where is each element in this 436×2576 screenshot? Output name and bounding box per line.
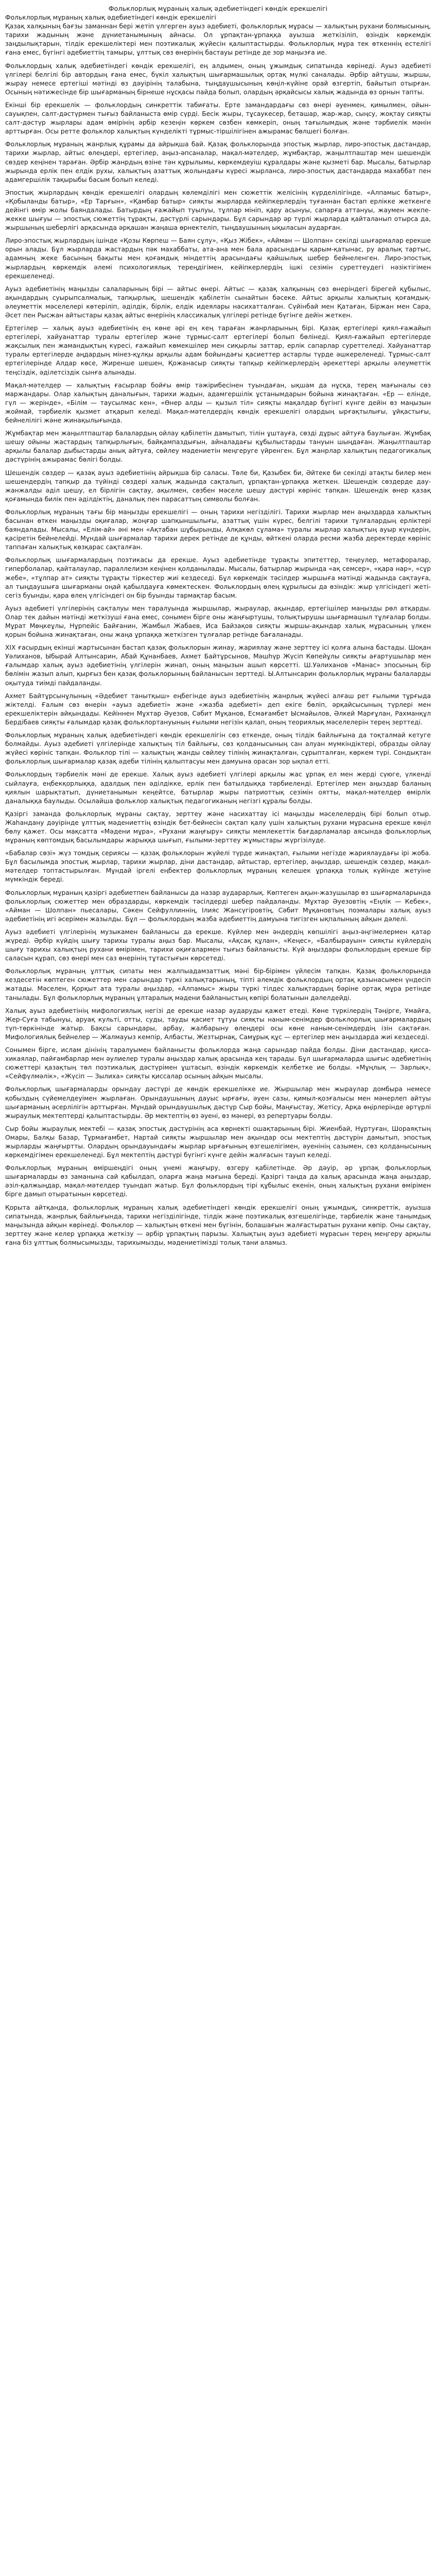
paragraph: Фольклорлық мұраның қазіргі әдебиетпен байланысы да назар аударарлық. Көптеген ақын-жазушылар өз шығармаларында фольклорлық сюжеттер мен образдарды, көркемдік тәсілдерді шебер пайдаланды. Мұхтар Әуезовтің «Еңлік — Кебек», «Айман — Шолпан» пьесалары, Сәкен Сейфуллиннің, Ілияс Жансүгіровтің, Сәбит Мұқановтың поэмалары халық ауыз әдебиетінің игі әсерімен жазылды. Бұл — фольклордың жазба әдебиеттің дамуына тигізген ықпалының айқын дәлелі. [5, 889, 431, 923]
paragraph: Ауыз әдебиеті үлгілерінің музыкамен байланысы да ерекше. Күйлер мен әндердің көпшілігі аңыз-әңгімелермен қатар жүреді. Әрбір күйдің шығу тарихы туралы аңыз бар. Мысалы, «Ақсақ құлан», «Кеңес», «Балбырауын» сияқты күйлердің шығу тарихы халықтың рухани өмірімен, тарихи оқиғалармен тығыз байланысты. Күй аңыздары фольклордың ерекше бір саласын құрап, сөз өнері мен саз өнерінің тұтастығын көрсетеді. [5, 928, 431, 962]
paragraph: Қазақ халқының бағзы заманнан бері жетіп үлгерген ауыз әдебиеті, фольклорлық мұрасы — халықтың рухани болмысының, тарихи жадының және дүниетанымының айнасы. Ол ұрпақтан-ұрпаққа ауызша жеткізіліп, өзіндік көркемдік заңдылықтарын, тілдік ерекшеліктері мен поэтикалық жүйесін қалыптастырды. Фольклорлық мұра тек өткеннің естелігі ғана емес, бүгінгі әдебиеттің тамыры, ұлттық сөз өнерінің бастауы ретінде де зор маңызға ие. [5, 23, 431, 57]
paragraph: Фольклордың халық әдебиетіндегі көндік ерекшелігі, ең алдымен, оның ұжымдық сипатында көрінеді. Ауыз әдебиеті үлгілері белгілі бір автордың ғана емес, бүкіл халықтың шығармашылық ортақ мүлкі саналады. Әрбір айтушы, жыршы, жырау немесе ертегіші мәтінді өз дәуірінің талабына, тыңдаушысының көңіл-күйіне орай өзгертіп, байытып отырған. Осының нәтижесінде бір шығарманың бірнеше нұсқасы пайда болып, олардың әрқайсысы халық жадында өз орнын тапты. [5, 62, 431, 96]
document-subtitle: Фольклорлық мұраның халық әдебиетіндегі көндік ерекшелігі [5, 13, 216, 21]
paragraph: Екінші бір ерекшелік — фольклордың синкреттік табиғаты. Ерте замандардағы сөз өнері әуенмен, қимылмен, ойын-сауықпен, салт-дәстүрмен тығыз байланыста өмір сүрді. Бесік жыры, тұсаукесер, беташар, жар-жар, сыңсу, жоқтау сияқты салт-дәстүр жырлары адам өмірінің әрбір кезеңін көркем сөзбен көмкеріп, оның тағылымдық және тәрбиелік мәнін арттырған. Осы ретте фольклор халықтың күнделікті тұрмыс-тіршілігінен ажырамас бөлшегі болған. [5, 101, 431, 135]
paragraph: Жұмбақтар мен жаңылтпаштар балалардың ойлау қабілетін дамытып, тілін ұштауға, сөзді дұрыс айтуға баулыған. Жұмбақ шешу ойыны жастардың тапқырлығын, байқампаздығын, айналадағы құбылыстарды тануын шыңдаған. Жаңылтпаштар арқылы балалар дыбыстарды анық айтуға, сөйлеу мәдениетін меңгеруге үйренген. Бұл жанрлар халықтың педагогикалық дәстүрінің ажырамас бөлігі болды. [5, 430, 431, 464]
paragraph: XIX ғасырдың екінші жартысынан бастап қазақ фольклорын жинау, жариялау және зерттеу ісі қолға алына бастады. Шоқан Уәлиханов, Ыбырай Алтынсарин, Абай Құнанбаев, Ахмет Байтұрсынов, Мәшһүр Жүсіп Көпейұлы сияқты ағартушылар мен ғалымдар халық ауыз әдебиетінің үлгілерін жинап, оның маңызын ашып көрсетті. Ш.Уәлиханов «Манас» эпосының бір бөлімін жазып алып, қырғыз бен қазақ фольклорының байланысын зерттеді. Ы.Алтынсарин фольклорлық мұраны балаларды оқытуда тиімді пайдаланды. [5, 644, 431, 687]
paragraph: Фольклорлық мұраның халық әдебиетіндегі көндік ерекшелігін сөз еткенде, оның тілдік байлығына да тоқталмай кетуге болмайды. Ауыз әдебиеті үлгілерінде халықтың тіл байлығы, сөз қолданысының сан алуан мүмкіндіктері, образды ойлау жүйесі көрініс тапқан. Фольклор тілі — халықтың жанды сөйлеу тілінің жинақталған, сұрыпталған, көркем түрі. Сондықтан фольклорлық шығармалар қазақ әдеби тілінің қалыптасуы мен дамуына орасан зор ықпал етті. [5, 732, 431, 766]
document-page [0, 0, 436, 1252]
paragraph: Қорыта айтқанда, фольклорлық мұраның халық әдебиетіндегі көндік ерекшелігі оның ұжымдық, синкреттік, ауызша сипатында, жанрлық байлығында, тарихи негізділігінде, тілдік және поэтикалық өзгешелігінде, тәрбиелік және танымдық маңызында айқын көрінеді. Фольклор — халықтың өткені мен бүгінін, болашағын жалғастыратын рухани көпір. Оны сақтау, зерттеу және келер ұрпаққа жеткізу — әрбір ұрпақтың парызы. Халықтың ауыз әдебиеті мұрасын терең меңгеру арқылы ғана біз ұлттық болмысымызды, тарихымызды, мәдениетімізді толық тани аламыз. [5, 1204, 431, 1246]
paragraph: Ауыз әдебиетінің маңызды салаларының бірі — айтыс өнері. Айтыс — қазақ халқының сөз өнеріндегі бірегей құбылыс, ақындардың суырыпсалмалық, тапқырлық, шешендік қабілетін сынайтын бәсеке. Айтыс арқылы халықтың қоғамдық-әлеуметтік мәселелері көтеріліп, әділдік, бірлік, елдік идеялары насихатталған. Сүйінбай мен Қатаған, Біржан мен Сара, Әсет пен Рысжан айтыстары қазақ айтыс өнерінің классикалық үлгілері ретінде бүгінге дейін жеткен. [5, 285, 431, 319]
paragraph: Лиро-эпостық жырлардың ішінде «Қозы Көрпеш — Баян сұлу», «Қыз Жібек», «Айман — Шолпан» секілді шығармалар ерекше орын алады. Бұл жырларда жастардың пәк махаббаты, ата-ана мен бала арасындағы қарым-қатынас, ру аралық тартыс, адамның жеке басының бақыты мен қоғамдық міндеттің арасындағы қайшылық шебер бейнеленген. Лиро-эпостық жырлардың көркемдік әлемі психологиялық тереңдігімен, кейіпкерлердің ішкі сезімін суреттеудегі нәзіктігімен ерекшеленеді. [5, 237, 431, 280]
paragraph: Ертегілер — халық ауыз әдебиетінің ең көне әрі ең кең тараған жанрларының бірі. Қазақ ертегілері қиял-ғажайып ертегілері, хайуанаттар туралы ертегілер және тұрмыс-салт ертегілері болып бөлінеді. Қиял-ғажайып ертегілерде жақсылық пен жамандықтың күресі, ғажайып көмекшілер мен сиқырлы заттар, ерлік сапарлар суреттеледі. Хайуанаттар туралы ертегілерде аңдардың мінез-құлқы арқылы адам бойындағы қасиеттер астарлы түрде әшкереленеді. Тұрмыс-салт ертегілерінде Алдар көсе, Жиренше шешен, Қожанасыр сияқты тапқыр кейіпкерлердің әрекеттері арқылы әлеуметтік теңсіздік, әділетсіздік сынға алынады. [5, 325, 431, 376]
paragraph: Фольклорлық мұраның жанрлық құрамы да айрықша бай. Қазақ фольклорында эпостық жырлар, лиро-эпостық дастандар, тарихи жырлар, айтыс өлеңдері, ертегілер, аңыз-әпсаналар, мақал-мәтелдер, жұмбақтар, жаңылтпаштар мен шешендік сөздер кеңінен тараған. Әрбір жанрдың өзіне тән құрылымы, көркемдеуіш құралдары және қызметі бар. Мысалы, батырлар жырында ерлік пен елдік рухы, халықтың азаттық жолындағы күресі жырланса, лиро-эпостық дастандарда махаббат пен адамгершілік тақырыбы басым болып келеді. [5, 141, 431, 183]
paragraph: Фольклорлық мұраның өміршеңдігі оның үнемі жаңғыру, өзгеру қабілетінде. Әр дәуір, әр ұрпақ фольклорлық шығармаларды өз заманына сай қабылдап, оларға жаңа мағына береді. Қазіргі таңда да халық арасында жаңа аңыздар, әзіл-қалжыңдар, мақал-мәтелдер туындап жатыр. Бұл фольклордың тірі құбылыс екенін, оның халықтың рухани өмірімен бірге дамып отыратынын көрсетеді. [5, 1164, 431, 1198]
paragraph: Фольклорлық шығармалардың поэтикасы да ерекше. Ауыз әдебиетінде тұрақты эпитеттер, теңеулер, метафоралар, гиперболалар, қайталаулар, параллелизм кеңінен қолданылады. Мысалы, батырлар жырында «ақ семсер», «қара нар», «сұр жебе», «тұлпар ат» сияқты тұрақты тіркестер жиі кездеседі. Бұл көркемдік тәсілдер жыршыға мәтінді жадында сақтауға, ал тыңдаушыға шығарманы оңай қабылдауға көмектескен. Фольклордың өлең құрылысы да өзіндік: жыр үлгісіндегі жеті-сегіз буынды, қара өлең үлгісіндегі он бір буынды тармақтар басым. [5, 556, 431, 599]
paragraph: Фольклорлық шығармаларды орындау дәстүрі де көндік ерекшелікке ие. Жыршылар мен жыраулар домбыра немесе қобыздың сүйемелдеуімен жырлаған. Орындаушының дауыс ырғағы, әуен сазы, қимыл-қозғалысы мен мәнерлеп айтуы шығарманың әсерлілігін арттырған. Мұндай орындаушылық дәстүр Сыр бойы, Маңғыстау, Жетісу, Арқа өңірлерінде әртүрлі жыраулық мектептерді қалыптастырды. Әр мектептің өз әуені, өз мәнері, өз репертуары болды. [5, 1086, 431, 1120]
paragraph: Фольклорлық мұраның ұлттық сипаты мен жалпыадамзаттық мәні бір-бірімен үйлесім тапқан. Қазақ фольклорында кездесетін көптеген сюжеттер мен сарындар түркі халықтарының, тіпті әлемдік фольклордың ортақ қазынасымен үндесіп жатады. Мәселен, Қорқыт ата туралы аңыздар, «Алпамыс» жыры түркі тілдес халықтардың бәріне ортақ мұра ретінде танылады. Бұл фольклорлық мұраның ұлтаралық мәдени байланыстың көпірі болатынын дәлелдейді. [5, 968, 431, 1002]
document-title: Фольклорлық мұраның халық әдебиетіндегі көндік ерекшелігі [108, 5, 328, 12]
paragraph: Сыр бойы жыраулық мектебі — қазақ эпостық дәстүрінің аса көрнекті ошақтарының бірі. Жиенбай, Нұртуған, Шораяқтың Омары, Балқы Базар, Тұрмағамбет, Нартай сияқты жыршылар мен ақындар осы мектептің дәстүрін дамытып, эпостық жырларды жаңғыртты. Олардың орындауындағы жырлар ырғағының өзгешелігімен, әуенінің сазымен, сөз қолданысының көркемдігімен ерекшеленеді. Бұл мектептің дәстүрі бүгінгі күнге дейін жалғасын тауып келеді. [5, 1125, 431, 1159]
paragraph: «Бабалар сөзі» жүз томдық сериясы — қазақ фольклорын жүйелі түрде жинақтап, ғылыми негізде жариялаудағы ірі жоба. Бұл басылымда эпостық жырлар, тарихи жырлар, діни дастандар, айтыстар, ертегілер, аңыздар, шешендік сөздер, мақал-мәтелдер топтастырылған. Мұндай іргелі еңбектер фольклорлық мұраның келешек ұрпаққа толық күйінде жетуіне мүмкіндік береді. [5, 850, 431, 884]
paragraph: Мақал-мәтелдер — халықтың ғасырлар бойғы өмір тәжірибесінен туындаған, ықшам да нұсқа, терең мағыналы сөз маржандары. Олар халықтың даналығын, тарихи жадын, адамгершілік ұстанымдарын бойына жинақтаған. «Ер — елінде, гүл — жерінде», «Білім — таусылмас кен», «Өнер алды — қызыл тіл» сияқты мақалдар бүгінгі күнге дейін өз маңызын жоймай, тәрбиелік қызмет атқарып келеді. Мақал-мәтелдердің көндік ерекшелігі олардың ырғақтылығы, ұйқастығы, бейнелілігі және жинақылығында. [5, 381, 431, 425]
paragraph: Эпостық жырлардың көндік ерекшелігі олардың көлемділігі мен сюжеттік желісінің күрделілігінде. «Алпамыс батыр», «Қобыланды батыр», «Ер Тарғын», «Қамбар батыр» сияқты жырларда кейіпкерлердің туғаннан бастап ерлікке жеткенге дейінгі өмір жолы баяндалады. Батырдың ғажайып туылуы, тұлпар мініп, қару асынуы, сапарға аттануы, жаумен жекпе-жекке шығуы — эпостық сюжеттің тұрақты, дәстүрлі сарындары. Бұл сарындар әр түрлі жырларда қайталанып отырса да, жыршының шеберлігі арқасында әрқашан жаңаша өрнектеліп, тыңдаушының ықыласын аударған. [5, 189, 431, 232]
document-body [5, 22, 431, 1247]
paragraph: Ахмет Байтұрсынұлының «Әдебиет танытқыш» еңбегінде ауыз әдебиетінің жанрлық жүйесі алғаш рет ғылыми тұрғыда жіктелді. Ғалым сөз өнерін «ауыз әдебиеті» және «жазба әдебиеті» деп екіге бөліп, әрқайсысының түрлері мен ерекшеліктерін айқындады. Кейіннен Мұхтар Әуезов, Сәбит Мұқанов, Есмағамбет Ысмайылов, Әлкей Марғұлан, Рахманқұл Бердібаев сияқты ғалымдар қазақ фольклортануының ғылыми негізін қалап, оның теориялық мәселелерін терең зерттеді. [5, 692, 431, 726]
paragraph: Фольклордың тәрбиелік мәні де ерекше. Халық ауыз әдебиеті үлгілері арқылы жас ұрпақ ел мен жерді сүюге, үлкенді сыйлауға, еңбекқорлыққа, адалдық пен әділдікке, ерлік пен батылдыққа тәрбиеленді. Ертегілер мен аңыздар баланың қиялын шарықтатып, дүниетанымын кеңейтсе, батырлар жыры патриоттық сезімін оятты, мақал-мәтелдер өмірлік даналыққа баулыды. Осылайша фольклор халықтық педагогиканың негізгі құралы болды. [5, 771, 431, 805]
paragraph: Ауыз әдебиеті үлгілерінің сақталуы мен таралуында жыршылар, жыраулар, ақындар, ертегішілер маңызды рөл атқарды. Олар тек дайын мәтінді жеткізуші ғана емес, сонымен бірге оны жаңғыртушы, толықтырушы шығармашыл тұлғалар болды. Мұрат Мөңкеұлы, Нұрпейіс Байғанин, Жамбыл Жабаев, Иса Байзақов сияқты жыршы-ақындар халық мұрасының үлкен қорын бойына жинақтаған, оны жаңа ұрпаққа жеткізген тұлғалар ретінде бағаланады. [5, 604, 431, 639]
paragraph: Қазіргі заманда фольклорлық мұраны сақтау, зерттеу және насихаттау ісі маңызды мәселелердің бірі болып отыр. Жаһандану дәуірінде ұлттық мәдениеттің өзіндік бет-бейнесін сақтап қалу үшін халықтың рухани мұрасына ерекше көңіл бөлу қажет. Осы мақсатта «Мәдени мұра», «Рухани жаңғыру» сияқты мемлекеттік бағдарламалар аясында фольклорлық мұраның көптомдық басылымдары жарыққа шығып, ғылыми-зерттеу жұмыстары жүргізілуде. [5, 810, 431, 844]
paragraph: Шешендік сөздер — қазақ ауыз әдебиетінің айрықша бір саласы. Төле би, Қазыбек би, Әйтеке би секілді атақты билер мен шешендердің тапқыр да түйінді сөздері халық жадында сақталып, ұрпақтан-ұрпаққа жеткен. Шешендік сөздерде дау-жанжалды әділ шешу, ел бірлігін сақтау, ақылмен, сөзбен мәселе шешу дәстүрі көрініс тапқан. Шешендік өнер қазақ қоғамында билік пен әділдіктің, даналық пен парасаттың символы болған. [5, 469, 431, 503]
paragraph: Сонымен бірге, ислам дінінің таралуымен байланысты фольклорда жаңа сарындар пайда болды. Діни дастандар, қисса-хикаялар, пайғамбарлар мен әулиелер туралы аңыздар халық арасында кең тарады. Бұл шығармаларда шығыс әдебиетінің сюжеттері қазақтың төл поэтикалық дәстүрімен ұштасып, өзіндік көркемдік келбетке ие болды. «Мұңлық — Зарлық», «Сейфүлмәлік», «Жүсіп — Зылиха» сияқты қиссалар осының айқын мысалы. [5, 1046, 431, 1080]
paragraph: Халық ауыз әдебиетінің мифологиялық негізі де ерекше назар аударуды қажет етеді. Көне түркілердің Тәңірге, Ұмайға, Жер-Суға табынуы, аруақ культі, отты, суды, тауды қасиет тұтуы сияқты наным-сенімдер фольклорлық шығармалардың түп-төркінінде жатыр. Бақсы сарындары, арбау, жалбарыну өлеңдері осы көне наным-сенімдердің ізін сақтаған. Мифологиялық бейнелер — Жалмауыз кемпір, Албасты, Жезтырнақ, Самұрық құс — ертегілер мен аңыздарда жиі кездеседі. [5, 1007, 431, 1041]
paragraph: Фольклорлық мұраның тағы бір маңызды ерекшелігі — оның тарихи негізділігі. Тарихи жырлар мен аңыздарда халықтың басынан өткен маңызды оқиғалар, жоңғар шапқыншылығы, азаттық үшін күрес, белгілі тарихи тұлғалардың ерліктері баяндалады. Мысалы, «Елім-ай» әні мен «Ақтабан шұбырынды, Алқакөл сұлама» туралы жырлар халықтың ауыр күндерін, қасіретін бейнелейді. Мұндай шығармалар тарихи дерек ретінде де құнды, өйткені оларда ресми жазба деректерде көрініс таппаған халықтық көзқарас сақталған. [5, 508, 431, 551]
